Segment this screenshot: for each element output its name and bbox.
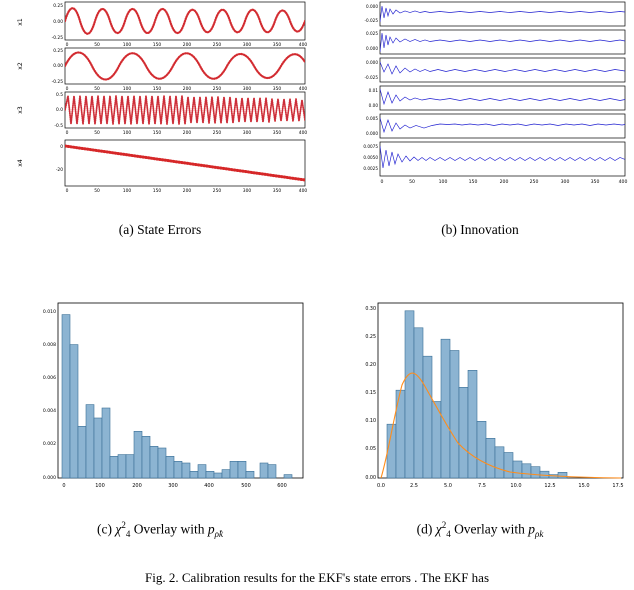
svg-text:400: 400 <box>298 189 308 194</box>
svg-text:17.5: 17.5 <box>612 483 624 489</box>
svg-text:2.5: 2.5 <box>410 483 418 489</box>
svg-text:0.0050: 0.0050 <box>363 155 378 160</box>
svg-text:500: 500 <box>241 483 251 489</box>
svg-text:0: 0 <box>62 483 66 489</box>
panel-c-chi2-phat <box>10 295 310 495</box>
panel-d-plot <box>330 295 630 495</box>
svg-text:0.00: 0.00 <box>368 103 378 108</box>
svg-text:50: 50 <box>94 189 100 194</box>
svg-text:-20: -20 <box>55 168 63 173</box>
svg-text:0.0075: 0.0075 <box>363 144 378 149</box>
svg-text:400: 400 <box>618 180 628 185</box>
svg-text:200: 200 <box>182 189 192 194</box>
svg-text:0.00: 0.00 <box>53 64 63 69</box>
svg-text:5.0: 5.0 <box>444 483 452 489</box>
svg-text:150: 150 <box>152 87 162 92</box>
panel-b-caption: (b) Innovation <box>441 222 519 237</box>
svg-text:0.000: 0.000 <box>366 131 378 136</box>
panel-d-caption-mid: Overlay with <box>450 521 529 537</box>
svg-text:0: 0 <box>60 145 63 150</box>
svg-text:0: 0 <box>65 43 69 48</box>
svg-text:-0.25: -0.25 <box>51 80 63 85</box>
svg-text:300: 300 <box>168 483 178 489</box>
panel-a-ylabel-x1: x1 <box>17 18 24 26</box>
svg-text:0.5: 0.5 <box>56 93 63 98</box>
svg-text:0.01: 0.01 <box>368 88 378 93</box>
svg-text:0.25: 0.25 <box>53 49 63 54</box>
panel-c-p: p <box>207 521 215 537</box>
svg-text:0.000: 0.000 <box>42 476 56 481</box>
svg-text:100: 100 <box>95 483 105 489</box>
svg-text:400: 400 <box>298 43 308 48</box>
svg-text:-0.5: -0.5 <box>54 124 63 129</box>
svg-text:50: 50 <box>409 180 415 185</box>
svg-text:0.010: 0.010 <box>42 310 56 315</box>
panel-d-p-sub: ρk <box>535 529 544 540</box>
svg-text:0.000: 0.000 <box>366 60 378 65</box>
panel-d-chi-sup: 2 <box>441 520 447 530</box>
svg-text:100: 100 <box>122 131 132 136</box>
panel-d-p: p <box>528 521 536 537</box>
svg-text:0.30: 0.30 <box>365 307 376 312</box>
panel-c-caption-mid: Overlay with <box>130 521 208 537</box>
panel-c-plot <box>10 295 310 495</box>
svg-text:300: 300 <box>242 87 252 92</box>
svg-text:350: 350 <box>272 131 282 136</box>
panel-c-chi-sub: 4 <box>125 529 131 540</box>
svg-text:7.5: 7.5 <box>478 483 486 489</box>
svg-text:0.006: 0.006 <box>42 376 56 381</box>
svg-text:-0.025: -0.025 <box>364 18 378 23</box>
svg-text:100: 100 <box>122 43 132 48</box>
svg-text:100: 100 <box>122 87 132 92</box>
svg-text:100: 100 <box>438 180 448 185</box>
svg-text:0.15: 0.15 <box>365 391 376 396</box>
panel-a-plot <box>10 0 310 200</box>
panel-c-caption <box>10 520 310 539</box>
svg-text:50: 50 <box>94 87 100 92</box>
panel-a-ylabel-x2: x2 <box>17 62 24 70</box>
svg-text:300: 300 <box>242 131 252 136</box>
panel-b-plot <box>330 0 630 200</box>
svg-text:0.10: 0.10 <box>365 419 376 424</box>
svg-text:300: 300 <box>242 189 252 194</box>
svg-text:0.25: 0.25 <box>53 4 63 9</box>
panel-c-chi-sup: 2 <box>121 520 126 530</box>
svg-text:15.0: 15.0 <box>578 483 590 489</box>
svg-text:0.00: 0.00 <box>53 20 63 25</box>
svg-text:150: 150 <box>152 189 162 194</box>
svg-text:0.25: 0.25 <box>365 335 376 340</box>
svg-text:-0.25: -0.25 <box>51 36 63 41</box>
figure-caption: Fig. 2. Calibration results for the EKF's state errors . The EKF has <box>144 570 490 585</box>
svg-text:-0.025: -0.025 <box>364 75 378 80</box>
svg-text:250: 250 <box>529 180 539 185</box>
svg-text:0: 0 <box>65 189 69 194</box>
svg-text:150: 150 <box>468 180 478 185</box>
svg-text:0.000: 0.000 <box>366 46 378 51</box>
panel-c-caption-pre: (c) <box>97 521 116 537</box>
panel-c-chi: χ <box>115 521 122 537</box>
svg-text:0: 0 <box>65 131 69 136</box>
svg-text:150: 150 <box>152 43 162 48</box>
svg-text:0.025: 0.025 <box>366 31 378 36</box>
svg-text:0.004: 0.004 <box>42 409 56 414</box>
svg-text:300: 300 <box>560 180 570 185</box>
svg-text:200: 200 <box>132 483 142 489</box>
svg-text:250: 250 <box>212 43 222 48</box>
svg-text:10.0: 10.0 <box>510 483 522 489</box>
panel-d-caption-pre: (d) <box>416 521 436 537</box>
svg-text:400: 400 <box>298 131 308 136</box>
svg-text:150: 150 <box>152 131 162 136</box>
svg-text:0.20: 0.20 <box>365 363 376 368</box>
svg-text:50: 50 <box>94 43 100 48</box>
panel-a-caption: (a) State Errors <box>118 222 202 237</box>
svg-text:0.000: 0.000 <box>366 4 378 9</box>
svg-text:0.008: 0.008 <box>42 343 56 348</box>
panel-a-ylabel-x3: x3 <box>17 106 24 114</box>
svg-text:12.5: 12.5 <box>544 483 556 489</box>
panel-c-p-sub: ρ̂k <box>214 529 223 540</box>
svg-text:0.05: 0.05 <box>365 447 376 452</box>
svg-text:200: 200 <box>182 87 192 92</box>
svg-text:0: 0 <box>65 87 69 92</box>
svg-text:200: 200 <box>182 131 192 136</box>
panel-a-state-errors <box>10 0 310 200</box>
svg-text:50: 50 <box>94 131 100 136</box>
svg-text:0: 0 <box>380 180 384 185</box>
svg-text:0.0: 0.0 <box>56 108 63 113</box>
svg-text:350: 350 <box>272 87 282 92</box>
svg-text:200: 200 <box>499 180 509 185</box>
panel-a-ylabel-x4: x4 <box>17 159 24 167</box>
svg-text:400: 400 <box>298 87 308 92</box>
panel-d-chi-sub: 4 <box>446 529 451 540</box>
svg-text:300: 300 <box>242 43 252 48</box>
svg-text:0.002: 0.002 <box>42 442 56 447</box>
svg-text:600: 600 <box>277 483 287 489</box>
svg-text:250: 250 <box>212 189 222 194</box>
panel-d-chi: χ <box>435 521 442 537</box>
svg-text:0.0: 0.0 <box>377 483 385 489</box>
svg-text:350: 350 <box>272 189 282 194</box>
svg-text:250: 250 <box>212 131 222 136</box>
panel-d-chi2-p <box>330 295 630 495</box>
svg-text:0.00: 0.00 <box>365 476 376 481</box>
panel-d-caption <box>330 520 630 539</box>
svg-text:0.005: 0.005 <box>366 116 378 121</box>
panel-b-innovation <box>330 0 630 200</box>
svg-text:0.0025: 0.0025 <box>363 166 378 171</box>
svg-text:100: 100 <box>122 189 132 194</box>
svg-text:250: 250 <box>212 87 222 92</box>
svg-text:200: 200 <box>182 43 192 48</box>
svg-text:350: 350 <box>590 180 600 185</box>
svg-text:400: 400 <box>204 483 214 489</box>
svg-text:350: 350 <box>272 43 282 48</box>
